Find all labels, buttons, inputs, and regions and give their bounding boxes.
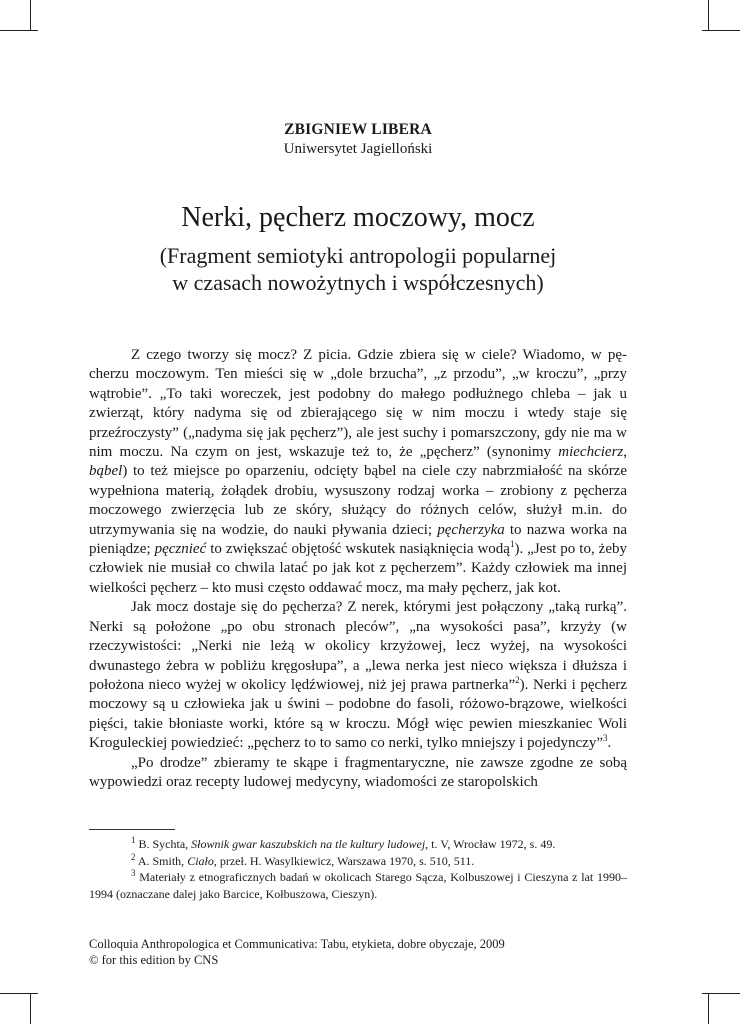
footnote-ref[interactable]: 1 [509, 539, 515, 550]
footnote [89, 869, 627, 902]
italic-title: Ciało [187, 853, 214, 868]
author-name: ZBIGNIEW LIBERA [284, 121, 432, 138]
italic-term: pęcherzyka [437, 521, 505, 538]
italic-term: miechcierz [558, 444, 624, 461]
italic-title: Słownik gwar kaszubskich na tle kultury ludowej [191, 837, 426, 851]
footnote [89, 836, 627, 853]
footnote-divider [89, 829, 175, 830]
text-run: Z czego tworzy się mocz? Z picia. Gdzie zbiera się w ciele? Wiadomo, w pęcherzu moczowym. Ten mieści się w „dole brzucha”, „z przodu”, „w kroczu”, „przy wątrobie”. „To taki woreczek, jest podobny do małego podłużnego chleba – jak u zwierząt, który nadyma się od zbierającego się w nim moczu i wtedy staje się przeźroczysty” („nadyma się jak pęcherz”), ale jest suchy i pomarszczony, gdy nie ma w nim moczu. Na czym on jest, wskazuje też to, że „pęcherz” (synonimy [89, 347, 627, 461]
journal-citation: Colloquia Anthropologica et Communicativa: Tabu, etykieta, dobre obyczaje, 2009 [89, 937, 505, 951]
crop-mark [708, 0, 709, 30]
crop-mark [702, 993, 740, 994]
footnote-number: 1 [131, 835, 136, 845]
article-subtitle [0, 242, 716, 296]
paragraph [89, 754, 627, 793]
crop-mark [708, 994, 709, 1024]
footnote-number: 2 [131, 851, 136, 862]
italic-term: bąbel [89, 463, 123, 480]
article-title: Nerki, pęcherz moczowy, mocz [181, 202, 535, 233]
article-body [89, 346, 627, 792]
text-run: ). Nerki i pęcherz moczowy są u człowieka jak u świni – podobne do fasoli, różowo-brązowe, wielkości pięści, takie błoniaste worki, które są w kroczu. Mógł więc pewien mieszkaniec Woli Kroguleckiej powiedzieć: „pęcherz to to samo co nerki, tylko mniejszy i pojedynczy” [89, 676, 628, 752]
copyright-notice: © for this edition by CNS [89, 953, 219, 967]
text-run: , [623, 444, 627, 461]
text-run: , przeł. H. Wasylkiewicz, Warszawa 1970, s. 510, 511. [213, 853, 475, 868]
text-run: . [607, 735, 612, 752]
text-run: ) to też miejsce po oparzeniu, odcięty bąbel na ciele czy nabrzmiałość na skórze wypełniona materią, żołądek drobiu, wysuszony rodzaj worka – zrobiony z pęcherza moczowego zwierzęcia lub ze skóry, służący do różnych celów, służył m.in. do utrzymywania się na wodzie, do nauki pływania dzieci; [89, 463, 627, 538]
footnote-ref[interactable]: 3 [602, 733, 608, 744]
crop-mark [0, 993, 38, 994]
footnote [89, 853, 627, 870]
text-run: B. Sychta, [138, 837, 192, 851]
footnotes [89, 836, 627, 902]
page-footer [89, 936, 649, 968]
italic-term: pęcznieć [154, 541, 207, 558]
footnote-number: 3 [131, 868, 136, 878]
crop-mark [702, 30, 740, 31]
text-run: „Po drodze” zbieramy te skąpe i fragmentaryczne, nie zawsze zgodne ze sobą wypowiedzi oraz recepty ludowej medycyny, wiadomości ze staropolskich [89, 754, 627, 790]
paragraph [89, 598, 627, 753]
text-run: , t. V, Wrocław 1972, s. 49. [425, 837, 556, 851]
crop-mark [0, 30, 38, 31]
text-run: to zwiększać objętość wskutek nasiąknięcia wodą [206, 541, 510, 558]
text-run: Jak mocz dostaje się do pęcherza? Z nerek, którymi jest połączony „taką rurką”. Nerki są położone „po obu stronach pleców”, „na wysokości pasa”, krzyży (w rzeczywistości: „Nerki nie leżą w okolicy krzyżowej, lecz wyżej, na wysokości dwunastego żebra w pobliżu kręgosłupa”, a „lewa nerka jest nieco większa i dłuższa i położona nieco wyżej w okolicy lędźwiowej, niż jej prawa partnerka” [89, 599, 627, 693]
footnote-ref[interactable]: 2 [515, 674, 520, 685]
text-run: A. Smith, [137, 853, 188, 868]
subtitle-line: w czasach nowożytnych i współczesnych) [172, 270, 544, 295]
text-run: ). „Jest po to, żeby człowiek nie musiał co chwila latać po jak kot z pęcherzem”. Każdy człowiek ma innej wielkości pęcherz – kto musi często oddawać mocz, ma mały pęcherz, jak kot. [89, 541, 627, 596]
crop-mark [30, 994, 31, 1024]
subtitle-line: (Fragment semiotyki antropologii popularnej [159, 243, 557, 268]
affiliation: Uniwersytet Jagielloński [283, 141, 433, 157]
text-run: Materiały z etnograficznych badań w okolicach Starego Sącza, Kolbuszowej i Cieszyna z lat 1990–1994 (oznaczane dalej jako Barcice, Kołbuszowa, Cieszyn). [89, 870, 628, 901]
crop-mark [30, 0, 31, 30]
paragraph [89, 346, 627, 598]
text-run: to nazwa worka na pieniądze; [89, 521, 627, 558]
